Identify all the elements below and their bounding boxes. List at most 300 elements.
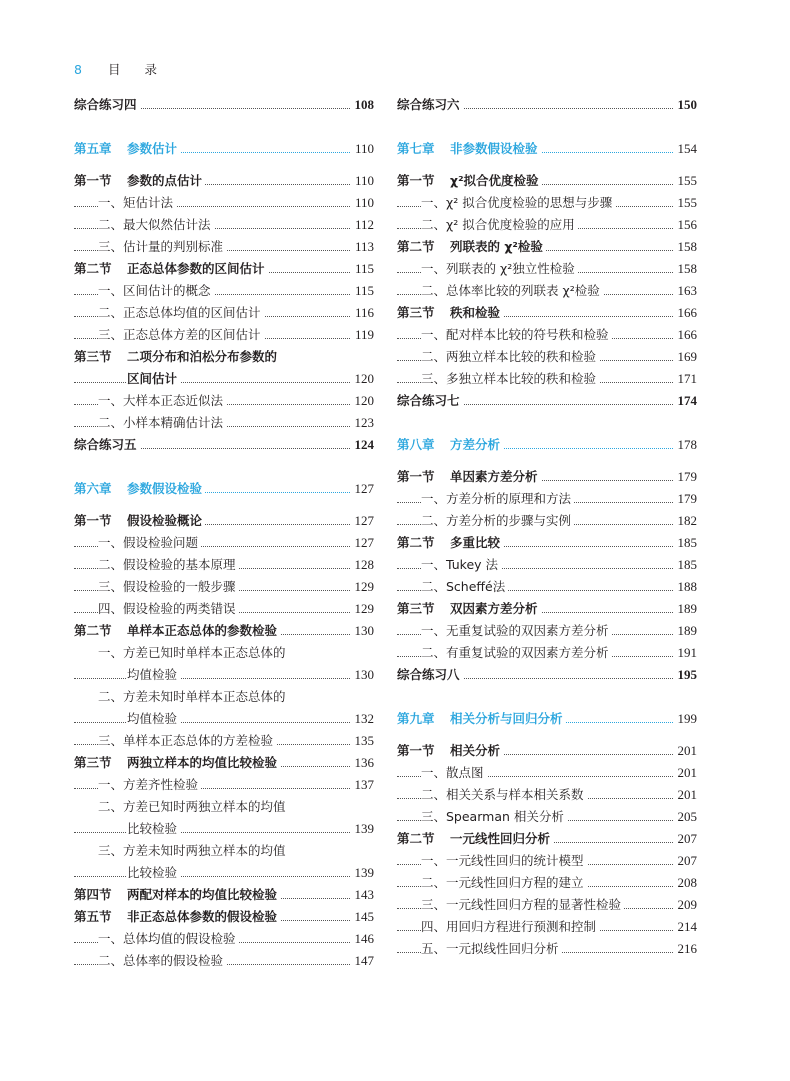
entry-title-text: 四、用回归方程进行预测和控制 bbox=[421, 919, 597, 934]
entry-title-text: 一、矩估计法 bbox=[98, 195, 174, 210]
entry-title bbox=[98, 645, 289, 660]
entry-title bbox=[397, 711, 566, 726]
entry-title-text: 三、一元线性回归方程的显著性检验 bbox=[421, 897, 622, 912]
entry-title bbox=[421, 349, 599, 364]
entry-label: 第一节 bbox=[74, 513, 112, 528]
entry-page-number: 113 bbox=[351, 236, 374, 258]
toc-exercise-entry[interactable] bbox=[74, 94, 374, 116]
leader-dots bbox=[74, 678, 374, 679]
entry-title-text: 一、无重复试验的双因素方差分析 bbox=[421, 623, 609, 638]
entry-title-text: 两独立样本的均值比较检验 bbox=[127, 755, 278, 770]
entry-label: 第二节 bbox=[397, 239, 435, 254]
entry-page-number: 207 bbox=[674, 850, 698, 872]
leader-dots bbox=[74, 382, 374, 383]
toc-subsection-entry[interactable] bbox=[397, 214, 697, 236]
spacer bbox=[397, 412, 697, 434]
entry-label: 第七章 bbox=[397, 141, 435, 156]
toc-subsection-entry[interactable] bbox=[397, 510, 697, 532]
toc-subsection-entry[interactable] bbox=[397, 806, 697, 828]
entry-title bbox=[74, 97, 140, 112]
entry-title-text: 综合练习六 bbox=[397, 97, 460, 112]
toc-subsection-entry[interactable] bbox=[397, 642, 697, 664]
toc-exercise-entry[interactable] bbox=[74, 434, 374, 456]
entry-title-text: 一、列联表的 χ²独立性检验 bbox=[421, 261, 575, 276]
entry-title-text: 一、散点图 bbox=[421, 765, 484, 780]
toc-chapter-entry[interactable] bbox=[397, 708, 697, 730]
entry-label: 第六章 bbox=[74, 481, 112, 496]
entry-label: 第三节 bbox=[397, 305, 435, 320]
entry-title-text: 一、一元线性回归的统计模型 bbox=[421, 853, 584, 868]
entry-title bbox=[421, 513, 574, 528]
entry-title-text: 五、一元拟线性回归分析 bbox=[421, 941, 559, 956]
entry-page-number: 191 bbox=[674, 642, 698, 664]
entry-page-number: 189 bbox=[674, 598, 698, 620]
entry-label: 第八章 bbox=[397, 437, 435, 452]
entry-title-text: 三、Spearman 相关分析 bbox=[421, 809, 564, 824]
toc-subsection-entry[interactable] bbox=[74, 950, 374, 972]
entry-title bbox=[98, 239, 226, 254]
entry-label: 第九章 bbox=[397, 711, 435, 726]
page-title-char-2: 录 bbox=[144, 62, 157, 77]
entry-title-text: 四、假设检验的两类错误 bbox=[98, 601, 236, 616]
entry-title bbox=[74, 481, 205, 496]
entry-title-text: 二、总体率比较的列联表 χ²检验 bbox=[421, 283, 600, 298]
entry-title-text: 一、假设检验问题 bbox=[98, 535, 199, 550]
toc-subsection-entry[interactable] bbox=[397, 762, 697, 784]
entry-title bbox=[74, 141, 180, 156]
entry-title bbox=[98, 601, 239, 616]
entry-title bbox=[421, 261, 578, 276]
toc-exercise-entry[interactable] bbox=[397, 390, 697, 412]
toc-subsection-entry[interactable] bbox=[74, 686, 374, 708]
entry-title bbox=[421, 645, 612, 660]
toc-subsection-entry[interactable] bbox=[74, 324, 374, 346]
entry-page-number: 110 bbox=[351, 170, 374, 192]
entry-page-number: 120 bbox=[351, 390, 375, 412]
page-title-char-1: 目 bbox=[107, 62, 121, 77]
toc-exercise-entry[interactable] bbox=[397, 664, 697, 686]
entry-title-text: 均值检验 bbox=[127, 667, 178, 682]
entry-page-number: 147 bbox=[351, 950, 375, 972]
entry-title bbox=[98, 415, 226, 430]
entry-title-text: 一、Tukey 法 bbox=[421, 557, 499, 572]
toc-chapter-entry[interactable] bbox=[74, 478, 374, 500]
entry-title bbox=[74, 261, 268, 276]
entry-title-text: χ²拟合优度检验 bbox=[450, 173, 539, 188]
toc-subsection-entry[interactable] bbox=[74, 390, 374, 412]
entry-title-text: 二、方差已知时两独立样本的均值 bbox=[98, 799, 286, 814]
entry-page-number: 163 bbox=[674, 280, 698, 302]
toc-section-entry[interactable] bbox=[74, 258, 374, 280]
entry-title bbox=[421, 897, 624, 912]
entry-title-text: 一、方差齐性检验 bbox=[98, 777, 199, 792]
toc-subsection-entry[interactable] bbox=[74, 730, 374, 752]
entry-page-number: 129 bbox=[351, 576, 375, 598]
entry-label: 第二节 bbox=[397, 831, 435, 846]
toc-left-column bbox=[74, 94, 374, 972]
toc-subsection-entry[interactable] bbox=[397, 784, 697, 806]
entry-title-text: 一、方差分析的原理和方法 bbox=[421, 491, 572, 506]
entry-page-number: 124 bbox=[351, 434, 375, 456]
entry-page-number: 154 bbox=[674, 138, 698, 160]
entry-title bbox=[421, 195, 615, 210]
entry-page-number: 136 bbox=[351, 752, 375, 774]
entry-title bbox=[127, 667, 180, 682]
toc-subsection-entry[interactable] bbox=[397, 894, 697, 916]
toc-section-entry[interactable] bbox=[74, 346, 374, 368]
leader-dots bbox=[74, 876, 374, 877]
entry-label: 第一节 bbox=[397, 743, 435, 758]
entry-page-number: 201 bbox=[674, 784, 698, 806]
entry-title bbox=[74, 755, 280, 770]
spacer bbox=[397, 730, 697, 740]
entry-title bbox=[397, 667, 463, 682]
entry-title-text: 一、χ² 拟合优度检验的思想与步骤 bbox=[421, 195, 613, 210]
entry-title bbox=[98, 327, 264, 342]
toc-subsection-entry[interactable] bbox=[397, 324, 697, 346]
entry-title bbox=[397, 173, 542, 188]
entry-page-number: 132 bbox=[351, 708, 375, 730]
entry-page-number: 207 bbox=[674, 828, 698, 850]
entry-title-text: 三、单样本正态总体的方差检验 bbox=[98, 733, 274, 748]
toc-subsection-entry[interactable] bbox=[397, 872, 697, 894]
toc-section-entry[interactable] bbox=[397, 302, 697, 324]
entry-title bbox=[127, 821, 180, 836]
entry-title bbox=[74, 513, 205, 528]
toc-subsection-entry[interactable] bbox=[397, 258, 697, 280]
entry-title bbox=[397, 601, 541, 616]
entry-page-number: 155 bbox=[674, 170, 698, 192]
toc-section-entry[interactable] bbox=[74, 620, 374, 642]
entry-title-text: 二、一元线性回归方程的建立 bbox=[421, 875, 584, 890]
entry-page-number: 108 bbox=[351, 94, 375, 116]
toc-chapter-entry[interactable] bbox=[74, 138, 374, 160]
entry-page-number: 130 bbox=[351, 620, 375, 642]
entry-title-text: 二、最大似然估计法 bbox=[98, 217, 211, 232]
entry-title-text: 秩和检验 bbox=[450, 305, 501, 320]
entry-title-text: 相关分析 bbox=[450, 743, 501, 758]
entry-title bbox=[127, 711, 180, 726]
entry-title-text: 参数的点估计 bbox=[127, 173, 203, 188]
toc-subsection-entry-continued[interactable] bbox=[74, 818, 374, 840]
entry-title-text: 二、χ² 拟合优度检验的应用 bbox=[421, 217, 575, 232]
entry-label: 第一节 bbox=[397, 173, 435, 188]
spacer bbox=[74, 116, 374, 138]
entry-title bbox=[74, 349, 280, 364]
entry-title-text: 二项分布和泊松分布参数的 bbox=[127, 349, 278, 364]
entry-label: 第三节 bbox=[74, 349, 112, 364]
entry-title bbox=[421, 919, 599, 934]
entry-label: 第四节 bbox=[74, 887, 112, 902]
entry-page-number: 182 bbox=[674, 510, 698, 532]
entry-page-number: 110 bbox=[351, 138, 374, 160]
leader-dots bbox=[74, 722, 374, 723]
entry-page-number: 201 bbox=[674, 762, 698, 784]
entry-title bbox=[98, 557, 239, 572]
entry-page-number: 145 bbox=[351, 906, 375, 928]
entry-page-number: 171 bbox=[674, 368, 698, 390]
entry-title-text: 假设检验概论 bbox=[127, 513, 203, 528]
toc-subsection-entry[interactable] bbox=[74, 840, 374, 862]
toc-subsection-entry[interactable] bbox=[74, 302, 374, 324]
toc-subsection-entry[interactable] bbox=[74, 576, 374, 598]
entry-title-text: 参数估计 bbox=[127, 141, 178, 156]
toc-section-entry[interactable] bbox=[74, 884, 374, 906]
entry-title-text: 参数假设检验 bbox=[127, 481, 203, 496]
entry-title-text: 三、正态总体方差的区间估计 bbox=[98, 327, 261, 342]
entry-title-text: 相关分析与回归分析 bbox=[450, 711, 563, 726]
entry-page-number: 199 bbox=[674, 708, 698, 730]
entry-page-number: 112 bbox=[351, 214, 374, 236]
entry-title bbox=[421, 765, 487, 780]
leader-dots bbox=[74, 832, 374, 833]
toc-section-entry[interactable] bbox=[397, 236, 697, 258]
entry-title bbox=[421, 875, 587, 890]
entry-title bbox=[397, 469, 541, 484]
toc-subsection-entry[interactable] bbox=[397, 488, 697, 510]
entry-page-number: 158 bbox=[674, 258, 698, 280]
entry-title-text: 均值检验 bbox=[127, 711, 178, 726]
entry-title-text: 三、估计量的判别标准 bbox=[98, 239, 224, 254]
entry-title-text: 三、假设检验的一般步骤 bbox=[98, 579, 236, 594]
entry-title-text: 一、区间估计的概念 bbox=[98, 283, 211, 298]
entry-page-number: 115 bbox=[351, 280, 374, 302]
entry-label: 第二节 bbox=[74, 623, 112, 638]
toc-subsection-entry[interactable] bbox=[74, 598, 374, 620]
entry-title bbox=[397, 239, 546, 254]
toc-chapter-entry[interactable] bbox=[397, 434, 697, 456]
entry-title-text: 单样本正态总体的参数检验 bbox=[127, 623, 278, 638]
entry-page-number: 129 bbox=[351, 598, 375, 620]
toc-section-entry[interactable] bbox=[74, 906, 374, 928]
entry-title bbox=[74, 887, 280, 902]
entry-title-text: 二、总体率的假设检验 bbox=[98, 953, 224, 968]
toc-subsection-entry-continued[interactable] bbox=[74, 664, 374, 686]
entry-title-text: 二、Scheffé法 bbox=[421, 579, 506, 594]
entry-title bbox=[74, 623, 280, 638]
entry-page-number: 178 bbox=[674, 434, 698, 456]
toc-section-entry[interactable] bbox=[397, 170, 697, 192]
toc-subsection-entry[interactable] bbox=[74, 642, 374, 664]
entry-page-number: 195 bbox=[674, 664, 698, 686]
entry-title bbox=[421, 217, 578, 232]
toc-subsection-entry-continued[interactable] bbox=[74, 708, 374, 730]
toc-section-entry[interactable] bbox=[74, 170, 374, 192]
entry-page-number: 188 bbox=[674, 576, 698, 598]
entry-title-text: 比较检验 bbox=[127, 865, 178, 880]
entry-page-number: 137 bbox=[351, 774, 375, 796]
entry-title-text: 单因素方差分析 bbox=[450, 469, 538, 484]
toc-subsection-entry[interactable] bbox=[397, 280, 697, 302]
toc-subsection-entry[interactable] bbox=[397, 554, 697, 576]
entry-title bbox=[421, 491, 574, 506]
entry-page-number: 119 bbox=[351, 324, 374, 346]
entry-page-number: 128 bbox=[351, 554, 375, 576]
entry-page-number: 179 bbox=[674, 488, 698, 510]
entry-label: 第一节 bbox=[397, 469, 435, 484]
entry-title-text: 综合练习四 bbox=[74, 97, 137, 112]
entry-title bbox=[397, 831, 553, 846]
entry-title-text: 双因素方差分析 bbox=[450, 601, 538, 616]
toc-section-entry[interactable] bbox=[397, 828, 697, 850]
toc-section-entry[interactable] bbox=[397, 466, 697, 488]
entry-label: 第二节 bbox=[397, 535, 435, 550]
entry-page-number: 135 bbox=[351, 730, 375, 752]
toc-subsection-entry[interactable] bbox=[74, 192, 374, 214]
entry-title-text: 三、方差未知时两独立样本的均值 bbox=[98, 843, 286, 858]
toc-chapter-entry[interactable] bbox=[397, 138, 697, 160]
entry-title-text: 非正态总体参数的假设检验 bbox=[127, 909, 278, 924]
entry-title-text: 列联表的 χ²检验 bbox=[450, 239, 543, 254]
page-number: 8 bbox=[74, 62, 82, 77]
entry-title bbox=[397, 535, 503, 550]
entry-title bbox=[98, 535, 201, 550]
entry-page-number: 146 bbox=[351, 928, 375, 950]
entry-title-text: 一、方差已知时单样本正态总体的 bbox=[98, 645, 286, 660]
entry-page-number: 208 bbox=[674, 872, 698, 894]
entry-title-text: 一、总体均值的假设检验 bbox=[98, 931, 236, 946]
toc-subsection-entry[interactable] bbox=[74, 554, 374, 576]
toc-subsection-entry[interactable] bbox=[397, 346, 697, 368]
toc-subsection-entry[interactable] bbox=[397, 576, 697, 598]
entry-title-text: 正态总体参数的区间估计 bbox=[127, 261, 265, 276]
entry-title-text: 非参数假设检验 bbox=[450, 141, 538, 156]
toc-section-entry[interactable] bbox=[397, 740, 697, 762]
toc-section-entry[interactable] bbox=[397, 598, 697, 620]
entry-page-number: 130 bbox=[351, 664, 375, 686]
entry-page-number: 143 bbox=[351, 884, 375, 906]
entry-page-number: 209 bbox=[674, 894, 698, 916]
entry-title-text: 二、方差未知时单样本正态总体的 bbox=[98, 689, 286, 704]
entry-page-number: 120 bbox=[351, 368, 375, 390]
entry-page-number: 156 bbox=[674, 214, 698, 236]
entry-page-number: 127 bbox=[351, 532, 375, 554]
entry-title bbox=[98, 953, 226, 968]
entry-page-number: 166 bbox=[674, 302, 698, 324]
page-header bbox=[74, 62, 181, 78]
entry-title-text: 三、多独立样本比较的秩和检验 bbox=[421, 371, 597, 386]
entry-page-number: 139 bbox=[351, 862, 375, 884]
entry-page-number: 216 bbox=[674, 938, 698, 960]
toc-subsection-entry[interactable] bbox=[74, 928, 374, 950]
toc-subsection-entry[interactable] bbox=[397, 850, 697, 872]
entry-title bbox=[74, 173, 205, 188]
toc-subsection-entry[interactable] bbox=[397, 916, 697, 938]
toc-subsection-entry[interactable] bbox=[74, 796, 374, 818]
entry-title-text: 二、假设检验的基本原理 bbox=[98, 557, 236, 572]
toc-right-column bbox=[397, 94, 697, 960]
entry-title bbox=[98, 195, 176, 210]
entry-page-number: 123 bbox=[351, 412, 375, 434]
spacer bbox=[397, 116, 697, 138]
entry-title bbox=[421, 809, 567, 824]
toc-subsection-entry[interactable] bbox=[74, 214, 374, 236]
entry-title bbox=[397, 743, 503, 758]
entry-title bbox=[98, 799, 289, 814]
entry-page-number: 158 bbox=[674, 236, 698, 258]
entry-title bbox=[397, 141, 541, 156]
spacer bbox=[74, 500, 374, 510]
toc-subsection-entry[interactable] bbox=[397, 938, 697, 960]
entry-title bbox=[421, 787, 587, 802]
entry-page-number: 116 bbox=[351, 302, 374, 324]
entry-page-number: 127 bbox=[351, 510, 375, 532]
spacer bbox=[74, 160, 374, 170]
entry-title-text: 综合练习七 bbox=[397, 393, 460, 408]
entry-title-text: 二、方差分析的步骤与实例 bbox=[421, 513, 572, 528]
entry-page-number: 179 bbox=[674, 466, 698, 488]
entry-title bbox=[421, 283, 603, 298]
entry-title bbox=[98, 283, 214, 298]
entry-page-number: 115 bbox=[351, 258, 374, 280]
entry-title bbox=[421, 941, 562, 956]
entry-title-text: 二、有重复试验的双因素方差分析 bbox=[421, 645, 609, 660]
spacer bbox=[397, 456, 697, 466]
entry-title bbox=[421, 623, 612, 638]
entry-title-text: 综合练习五 bbox=[74, 437, 137, 452]
toc-subsection-entry[interactable] bbox=[74, 236, 374, 258]
entry-title bbox=[421, 557, 501, 572]
toc-subsection-entry[interactable] bbox=[397, 620, 697, 642]
entry-page-number: 127 bbox=[351, 478, 375, 500]
entry-title-text: 一、配对样本比较的符号秩和检验 bbox=[421, 327, 609, 342]
entry-title bbox=[98, 305, 264, 320]
entry-title-text: 二、正态总体均值的区间估计 bbox=[98, 305, 261, 320]
entry-title-text: 二、小样本精确估计法 bbox=[98, 415, 224, 430]
toc-subsection-entry[interactable] bbox=[74, 280, 374, 302]
entry-title bbox=[397, 393, 463, 408]
entry-label: 第二节 bbox=[74, 261, 112, 276]
toc-subsection-entry[interactable] bbox=[74, 532, 374, 554]
entry-page-number: 185 bbox=[674, 532, 698, 554]
entry-title bbox=[421, 853, 587, 868]
entry-title bbox=[98, 689, 289, 704]
entry-title-text: 比较检验 bbox=[127, 821, 178, 836]
entry-page-number: 185 bbox=[674, 554, 698, 576]
entry-page-number: 169 bbox=[674, 346, 698, 368]
toc-section-entry[interactable] bbox=[74, 752, 374, 774]
entry-page-number: 189 bbox=[674, 620, 698, 642]
toc-subsection-entry[interactable] bbox=[397, 368, 697, 390]
entry-title bbox=[98, 217, 214, 232]
entry-page-number: 205 bbox=[674, 806, 698, 828]
spacer bbox=[397, 160, 697, 170]
entry-title-text: 一、大样本正态近似法 bbox=[98, 393, 224, 408]
spacer bbox=[397, 686, 697, 708]
toc-section-entry[interactable] bbox=[397, 532, 697, 554]
toc-section-entry[interactable] bbox=[74, 510, 374, 532]
toc-subsection-entry[interactable] bbox=[74, 412, 374, 434]
entry-page-number: 201 bbox=[674, 740, 698, 762]
entry-title bbox=[98, 931, 239, 946]
toc-exercise-entry[interactable] bbox=[397, 94, 697, 116]
entry-label: 第五章 bbox=[74, 141, 112, 156]
toc-subsection-entry[interactable] bbox=[397, 192, 697, 214]
entry-title bbox=[98, 733, 276, 748]
entry-title bbox=[421, 371, 599, 386]
toc-section-entry-continued[interactable] bbox=[74, 368, 374, 390]
entry-page-number: 139 bbox=[351, 818, 375, 840]
entry-title bbox=[421, 327, 612, 342]
entry-title bbox=[397, 437, 503, 452]
entry-title-text: 两配对样本的均值比较检验 bbox=[127, 887, 278, 902]
toc-subsection-entry[interactable] bbox=[74, 774, 374, 796]
entry-title-text: 二、相关关系与样本相关系数 bbox=[421, 787, 584, 802]
entry-page-number: 150 bbox=[674, 94, 698, 116]
entry-title-text: 多重比较 bbox=[450, 535, 501, 550]
toc-subsection-entry-continued[interactable] bbox=[74, 862, 374, 884]
entry-page-number: 214 bbox=[674, 916, 698, 938]
